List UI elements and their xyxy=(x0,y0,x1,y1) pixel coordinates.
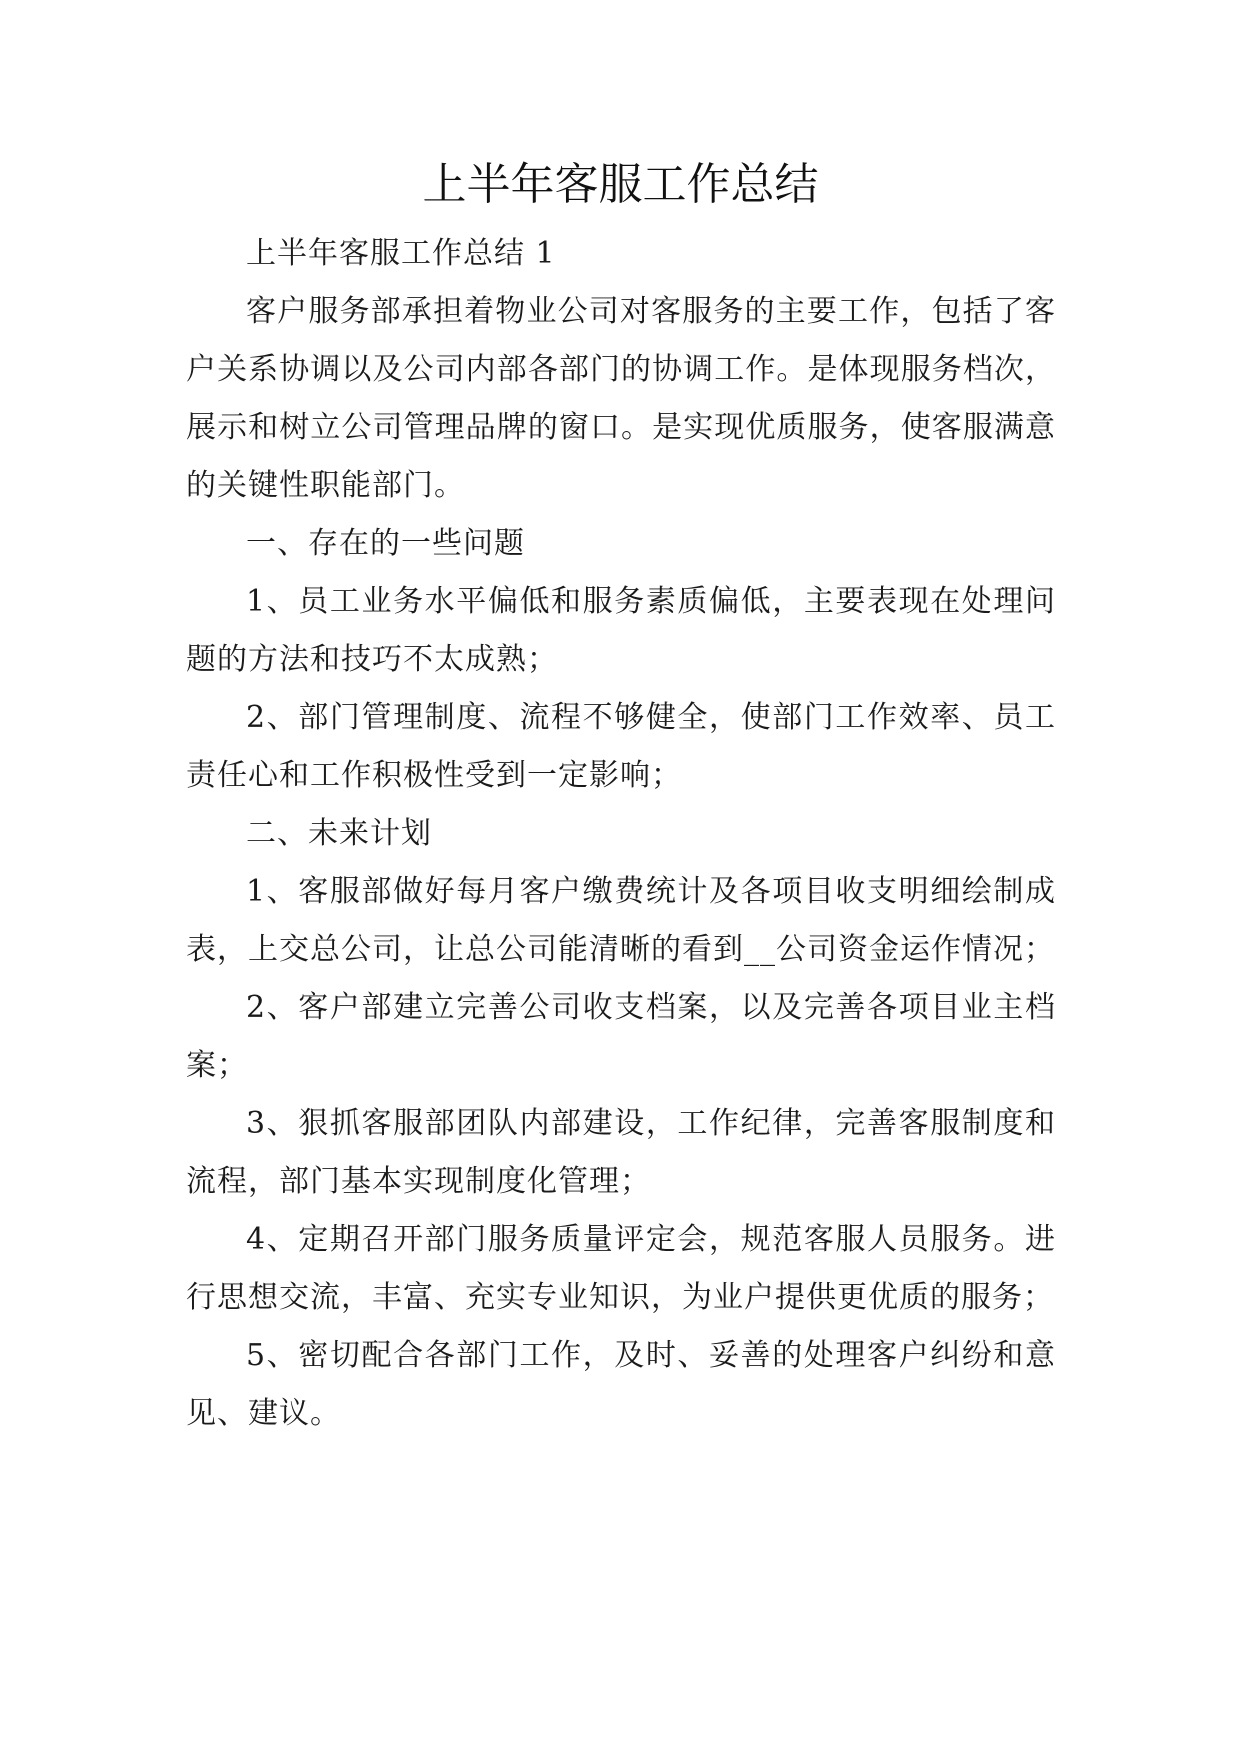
document-title: 上半年客服工作总结 xyxy=(422,159,819,210)
plan-item-1: 1、客服部做好每月客户缴费统计及各项目收支明细绘制成表，上交总公司，让总公司能清晰的看到__公司资金运作情况； xyxy=(186,874,1056,967)
section-heading-problems: 一、存在的一些问题 xyxy=(246,526,525,561)
subtitle-paragraph: 上半年客服工作总结 1 xyxy=(246,236,556,271)
plan-item-5: 5、密切配合各部门工作，及时、妥善的处理客户纠纷和意见、建议。 xyxy=(186,1338,1056,1431)
section-heading-plans: 二、未来计划 xyxy=(246,816,432,851)
plan-item-3: 3、狠抓客服部团队内部建设，工作纪律，完善客服制度和流程，部门基本实现制度化管理； xyxy=(186,1106,1056,1199)
plan-item-2: 2、客户部建立完善公司收支档案，以及完善各项目业主档案； xyxy=(186,990,1056,1083)
problem-item-1: 1、员工业务水平偏低和服务素质偏低，主要表现在处理问题的方法和技巧不太成熟； xyxy=(186,584,1056,677)
plan-item-4: 4、定期召开部门服务质量评定会，规范客服人员服务。进行思想交流，丰富、充实专业知识，为业户提供更优质的服务； xyxy=(186,1222,1056,1315)
document-body xyxy=(186,225,1056,1443)
intro-paragraph: 客户服务部承担着物业公司对客服务的主要工作，包括了客户关系协调以及公司内部各部门的协调工作。是体现服务档次，展示和树立公司管理品牌的窗口。是实现优质服务，使客服满意的关键性职能部门。 xyxy=(186,294,1056,503)
problem-item-2: 2、部门管理制度、流程不够健全，使部门工作效率、员工责任心和工作积极性受到一定影响； xyxy=(186,700,1056,793)
